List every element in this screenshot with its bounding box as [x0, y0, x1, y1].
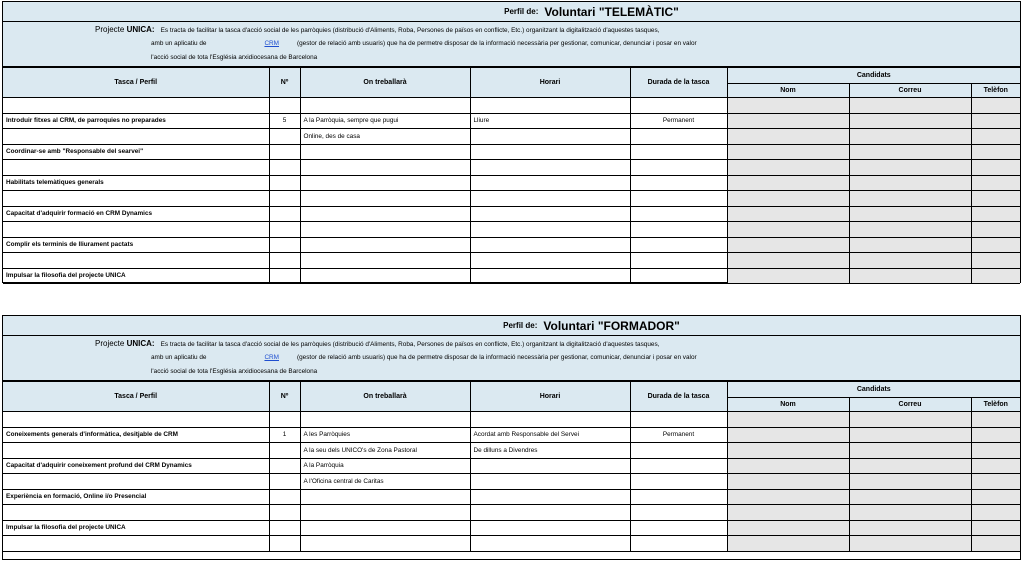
cell-nom[interactable]: [727, 253, 849, 269]
header-correu: Correu: [849, 84, 971, 98]
task-table: [3, 67, 1020, 284]
cell-nom[interactable]: [727, 427, 849, 443]
cell-correu[interactable]: [849, 412, 971, 428]
cell-telefon[interactable]: [971, 237, 1020, 253]
cell-tasca: Capacitat d'adquirir coneixement profund del CRM Dynamics: [3, 458, 269, 474]
project-label-text: Projecte: [95, 25, 125, 34]
cell-telefon[interactable]: [971, 458, 1020, 474]
intro-text-2-prefix: amb un aplicatiu de: [151, 40, 207, 47]
cell-on: A la Parròquia, sempre que pugui: [300, 113, 470, 129]
intro-line-3: l'acció social de tota l'Església arxidiocesana de Barcelona: [151, 54, 318, 61]
cell-correu[interactable]: [849, 520, 971, 536]
cell-durada: Permanent: [630, 113, 727, 129]
project-label: [95, 339, 155, 348]
cell-num: [269, 474, 300, 490]
project-intro: [3, 336, 1020, 381]
cell-nom[interactable]: [727, 222, 849, 238]
cell-nom[interactable]: [727, 268, 849, 284]
cell-durada: [630, 474, 727, 490]
cell-on: [300, 520, 470, 536]
cell-on: Online, des de casa: [300, 129, 470, 145]
cell-num: [269, 412, 300, 428]
profile-sheet-telematic: [2, 1, 1021, 283]
cell-num: [269, 253, 300, 269]
cell-horari: [470, 520, 630, 536]
project-label: [95, 25, 155, 34]
table-row: [3, 129, 1020, 145]
cell-horari: [470, 160, 630, 176]
cell-horari: [470, 505, 630, 521]
cell-durada: [630, 144, 727, 160]
table-row: [3, 160, 1020, 176]
cell-tasca: [3, 98, 269, 114]
header-candidats: Candidats: [727, 68, 1020, 84]
table-row: [3, 268, 1020, 284]
cell-horari: De dilluns a Divendres: [470, 443, 630, 459]
task-table: [3, 381, 1020, 552]
cell-correu[interactable]: [849, 253, 971, 269]
cell-on: A la Parròquia: [300, 458, 470, 474]
cell-on: [300, 268, 470, 284]
cell-durada: [630, 505, 727, 521]
table-row: [3, 458, 1020, 474]
cell-telefon[interactable]: [971, 98, 1020, 114]
cell-durada: [630, 489, 727, 505]
table-row: [3, 191, 1020, 207]
table-row: [3, 253, 1020, 269]
intro-text-2-prefix: amb un aplicatiu de: [151, 354, 207, 361]
cell-durada: [630, 222, 727, 238]
cell-correu[interactable]: [849, 536, 971, 552]
header-horari: Horari: [470, 382, 630, 412]
cell-nom[interactable]: [727, 206, 849, 222]
table-row: [3, 443, 1020, 459]
cell-correu[interactable]: [849, 144, 971, 160]
cell-durada: [630, 412, 727, 428]
header-nom: Nom: [727, 398, 849, 412]
cell-tasca: [3, 222, 269, 238]
cell-telefon[interactable]: [971, 129, 1020, 145]
header-telefon: Telèfon: [971, 398, 1020, 412]
intro-text-1: Es tracta de facilitar la tasca d'acció social de les parròquies (distribució d'Aliments, Roba, Persones de països en conflicte, Etc.) organitzant la digitalització d'aquestes tasques,: [160, 27, 660, 34]
cell-tasca: [3, 191, 269, 207]
cell-telefon[interactable]: [971, 268, 1020, 284]
cell-horari: [470, 489, 630, 505]
cell-nom[interactable]: [727, 489, 849, 505]
cell-horari: Acordat amb Responsable del Servei: [470, 427, 630, 443]
cell-num: [269, 160, 300, 176]
cell-telefon[interactable]: [971, 427, 1020, 443]
cell-telefon[interactable]: [971, 474, 1020, 490]
project-name: UNICA:: [126, 25, 155, 34]
cell-correu[interactable]: [849, 237, 971, 253]
header-row: [3, 68, 1020, 84]
cell-num: [269, 458, 300, 474]
cell-on: [300, 98, 470, 114]
cell-telefon[interactable]: [971, 222, 1020, 238]
cell-telefon[interactable]: [971, 191, 1020, 207]
header-telefon: Telèfon: [971, 84, 1020, 98]
cell-telefon[interactable]: [971, 412, 1020, 428]
table-row: [3, 427, 1020, 443]
cell-correu[interactable]: [849, 206, 971, 222]
title-bar: [3, 2, 1020, 22]
cell-durada: [630, 206, 727, 222]
cell-on: [300, 237, 470, 253]
cell-telefon[interactable]: [971, 536, 1020, 552]
cell-correu[interactable]: [849, 474, 971, 490]
cell-tasca: [3, 253, 269, 269]
cell-correu[interactable]: [849, 268, 971, 284]
cell-correu[interactable]: [849, 489, 971, 505]
table-row: [3, 237, 1020, 253]
cell-correu[interactable]: [849, 98, 971, 114]
cell-nom[interactable]: [727, 458, 849, 474]
cell-on: [300, 222, 470, 238]
cell-horari: [470, 458, 630, 474]
cell-num: [269, 505, 300, 521]
intro-text-1: Es tracta de facilitar la tasca d'acció social de les parròquies (distribució d'Aliments, Roba, Persones de països en conflicte, Etc.) organitzant la digitalització d'aquestes tasques,: [160, 341, 660, 348]
cell-correu[interactable]: [849, 175, 971, 191]
cell-num: 1: [269, 427, 300, 443]
cell-on: [300, 253, 470, 269]
cell-on: [300, 505, 470, 521]
cell-telefon[interactable]: [971, 113, 1020, 129]
cell-nom[interactable]: [727, 474, 849, 490]
cell-num: [269, 98, 300, 114]
profile-sheet-formador: [2, 315, 1021, 560]
cell-num: [269, 191, 300, 207]
header-on: On treballarà: [300, 68, 470, 98]
perfil-label: Perfil de:: [503, 321, 538, 330]
cell-telefon[interactable]: [971, 253, 1020, 269]
cell-tasca: Experiència en formació, Online i/o Presencial: [3, 489, 269, 505]
cell-num: [269, 489, 300, 505]
cell-durada: [630, 268, 727, 284]
header-correu: Correu: [849, 398, 971, 412]
cell-nom[interactable]: [727, 191, 849, 207]
cell-tasca: Introduir fitxes al CRM, de parroquies no preparades: [3, 113, 269, 129]
profile-title: Voluntari "FORMADOR": [543, 318, 680, 333]
intro-line-2: [151, 351, 697, 365]
cell-nom[interactable]: [727, 237, 849, 253]
cell-telefon[interactable]: [971, 505, 1020, 521]
cell-tasca: [3, 536, 269, 552]
table-row: [3, 536, 1020, 552]
header-durada: Durada de la tasca: [630, 382, 727, 412]
cell-tasca: [3, 412, 269, 428]
table-row: [3, 222, 1020, 238]
cell-horari: [470, 253, 630, 269]
cell-tasca: Impulsar la filosofia del projecte UNICA: [3, 520, 269, 536]
cell-nom[interactable]: [727, 536, 849, 552]
cell-on: [300, 206, 470, 222]
cell-horari: [470, 412, 630, 428]
cell-num: [269, 536, 300, 552]
cell-on: [300, 489, 470, 505]
cell-tasca: Coordinar-se amb "Responsable del searvei": [3, 144, 269, 160]
table-row: [3, 474, 1020, 490]
cell-horari: [470, 237, 630, 253]
project-name: UNICA:: [126, 339, 155, 348]
intro-text-2-suffix: (gestor de relació amb usuaris) que ha de permetre disposar de la informació necessària per gestionar, comunicar, denunciar i posar en valor: [297, 354, 697, 361]
cell-num: [269, 175, 300, 191]
cell-durada: [630, 520, 727, 536]
cell-durada: [630, 160, 727, 176]
cell-horari: [470, 268, 630, 284]
cell-num: [269, 129, 300, 145]
cell-telefon[interactable]: [971, 206, 1020, 222]
header-nom: Nom: [727, 84, 849, 98]
cell-on: A la seu dels UNICO's de Zona Pastoral: [300, 443, 470, 459]
cell-durada: [630, 443, 727, 459]
header-num: Nº: [269, 68, 300, 98]
cell-on: [300, 191, 470, 207]
cell-correu[interactable]: [849, 458, 971, 474]
cell-nom[interactable]: [727, 505, 849, 521]
cell-horari: [470, 474, 630, 490]
header-horari: Horari: [470, 68, 630, 98]
intro-text-2-suffix: (gestor de relació amb usuaris) que ha de permetre disposar de la informació necessària per gestionar, comunicar, denunciar i posar en valor: [297, 40, 697, 47]
cell-num: 5: [269, 113, 300, 129]
cell-correu[interactable]: [849, 222, 971, 238]
intro-line-1: [95, 337, 659, 352]
crm-link[interactable]: CRM: [264, 354, 279, 361]
cell-tasca: [3, 129, 269, 145]
table-row: [3, 412, 1020, 428]
cell-nom[interactable]: [727, 160, 849, 176]
cell-on: A les Parròquies: [300, 427, 470, 443]
table-row: [3, 489, 1020, 505]
header-tasca: Tasca / Perfil: [3, 68, 269, 98]
table-row: [3, 113, 1020, 129]
cell-tasca: [3, 505, 269, 521]
table-row: [3, 206, 1020, 222]
cell-tasca: [3, 443, 269, 459]
cell-num: [269, 443, 300, 459]
cell-tasca: Habilitats telemàtiques generals: [3, 175, 269, 191]
table-row: [3, 175, 1020, 191]
cell-correu[interactable]: [849, 160, 971, 176]
cell-num: [269, 520, 300, 536]
cell-tasca: Complir els terminis de lliurament pactats: [3, 237, 269, 253]
table-row: [3, 98, 1020, 114]
header-candidats: Candidats: [727, 382, 1020, 398]
cell-correu[interactable]: [849, 505, 971, 521]
cell-correu[interactable]: [849, 129, 971, 145]
cell-tasca: Coneixements generals d'informàtica, desitjable de CRM: [3, 427, 269, 443]
cell-horari: [470, 144, 630, 160]
cell-durada: [630, 536, 727, 552]
cell-horari: Lliure: [470, 113, 630, 129]
cell-durada: [630, 253, 727, 269]
cell-nom[interactable]: [727, 412, 849, 428]
cell-on: [300, 412, 470, 428]
cell-num: [269, 206, 300, 222]
cell-telefon[interactable]: [971, 489, 1020, 505]
cell-nom[interactable]: [727, 129, 849, 145]
project-intro: [3, 22, 1020, 67]
cell-correu[interactable]: [849, 191, 971, 207]
intro-line-1: [95, 23, 659, 38]
cell-durada: [630, 129, 727, 145]
cell-durada: [630, 237, 727, 253]
cell-on: [300, 536, 470, 552]
cell-correu[interactable]: [849, 427, 971, 443]
intro-line-3: l'acció social de tota l'Església arxidiocesana de Barcelona: [151, 368, 318, 375]
cell-horari: [470, 98, 630, 114]
cell-tasca: [3, 474, 269, 490]
cell-on: [300, 144, 470, 160]
cell-durada: [630, 458, 727, 474]
cell-nom[interactable]: [727, 175, 849, 191]
cell-num: [269, 222, 300, 238]
cell-horari: [470, 536, 630, 552]
crm-link[interactable]: CRM: [264, 40, 279, 47]
cell-horari: [470, 222, 630, 238]
cell-num: [269, 144, 300, 160]
cell-durada: [630, 191, 727, 207]
cell-nom[interactable]: [727, 113, 849, 129]
table-row: [3, 520, 1020, 536]
cell-durada: [630, 98, 727, 114]
cell-on: [300, 175, 470, 191]
cell-durada: Permanent: [630, 427, 727, 443]
cell-durada: [630, 175, 727, 191]
table-row: [3, 144, 1020, 160]
cell-horari: [470, 129, 630, 145]
header-tasca: Tasca / Perfil: [3, 382, 269, 412]
cell-telefon[interactable]: [971, 520, 1020, 536]
cell-telefon[interactable]: [971, 443, 1020, 459]
cell-tasca: Impulsar la filosofia del projecte UNICA: [3, 268, 269, 284]
cell-num: [269, 237, 300, 253]
cell-nom[interactable]: [727, 520, 849, 536]
cell-nom[interactable]: [727, 443, 849, 459]
cell-nom[interactable]: [727, 144, 849, 160]
cell-horari: [470, 206, 630, 222]
cell-tasca: Capacitat d'adquirir formació en CRM Dynamics: [3, 206, 269, 222]
header-durada: Durada de la tasca: [630, 68, 727, 98]
cell-tasca: [3, 160, 269, 176]
cell-horari: [470, 191, 630, 207]
cell-correu[interactable]: [849, 443, 971, 459]
header-on: On treballarà: [300, 382, 470, 412]
perfil-label: Perfil de:: [504, 7, 539, 16]
cell-telefon[interactable]: [971, 160, 1020, 176]
header-num: Nº: [269, 382, 300, 412]
header-row: [3, 382, 1020, 398]
cell-horari: [470, 175, 630, 191]
cell-correu[interactable]: [849, 113, 971, 129]
cell-telefon[interactable]: [971, 175, 1020, 191]
intro-line-2: [151, 37, 697, 51]
cell-telefon[interactable]: [971, 144, 1020, 160]
table-row: [3, 505, 1020, 521]
project-label-text: Projecte: [95, 339, 125, 348]
profile-title: Voluntari "TELEMÀTIC": [544, 4, 679, 19]
cell-num: [269, 268, 300, 284]
cell-nom[interactable]: [727, 98, 849, 114]
cell-on: A l'Oficina central de Caritas: [300, 474, 470, 490]
cell-on: [300, 160, 470, 176]
title-bar: [3, 316, 1020, 336]
